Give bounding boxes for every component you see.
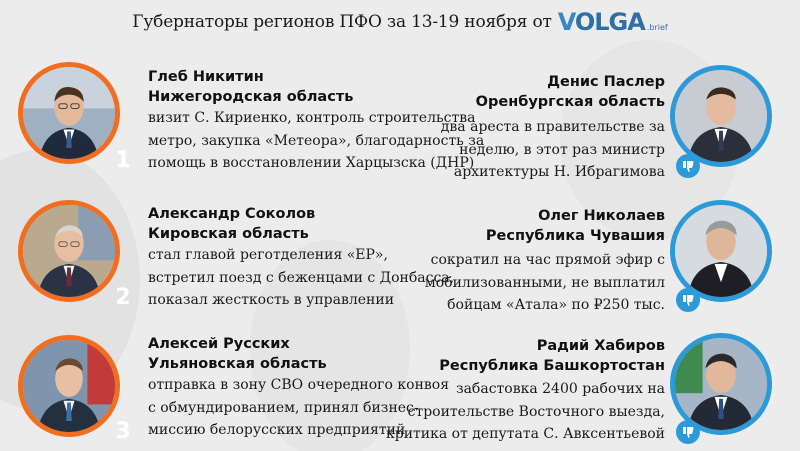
- governor-description: [386, 378, 665, 446]
- description-line: бойцам «Атала» по ₽250 тыс.: [447, 297, 665, 313]
- governor-region: Нижегородская область: [148, 89, 354, 105]
- governor-description: [425, 249, 665, 317]
- volga-brief-logo: [558, 8, 668, 36]
- governor-photo-russkikh: [18, 335, 120, 437]
- description-line: строительстве Восточного выезда,: [407, 403, 665, 420]
- governor-description: [148, 107, 484, 175]
- governor-region: Республика Башкортостан: [439, 358, 665, 374]
- rank-badge-3: 3: [115, 419, 131, 444]
- thumbs-down-icon: [676, 288, 700, 312]
- description-line: стал главой реготделения «ЕР»,: [148, 247, 388, 263]
- person-photo: [23, 340, 115, 432]
- description-line: мобилизованными, не выплатил: [424, 274, 665, 291]
- person-photo: [675, 338, 767, 430]
- description-line: два ареста в правительстве за: [440, 119, 665, 135]
- governor-region: Кировская область: [148, 226, 309, 242]
- governor-name: Олег Николаев: [538, 208, 665, 224]
- description-line: забастовка 2400 рабочих на: [455, 381, 665, 397]
- logo-subtext: .brief: [646, 23, 668, 32]
- governor-name: Глеб Никитин: [148, 69, 264, 85]
- thumbs-down-icon: [676, 154, 700, 178]
- logo-text: [558, 8, 645, 36]
- description-line: с обмундированием, принял бизнес-: [148, 399, 419, 416]
- description-line: архитектуры Н. Ибрагимова: [453, 164, 665, 180]
- description-line: сократил на час прямой эфир с: [430, 252, 665, 268]
- description-line: отправка в зону СВО очередного конвоя: [148, 377, 450, 393]
- governor-photo-pasler: [670, 65, 772, 167]
- thumbs-down-icon: [676, 420, 700, 444]
- rank-badge-1: 1: [115, 148, 131, 173]
- governor-name: Александр Соколов: [148, 206, 316, 222]
- description-line: миссию белорусских предприятий: [148, 422, 406, 438]
- rank-badge-2: 2: [115, 285, 131, 310]
- description-line: неделю, в этот раз министр: [459, 141, 665, 158]
- description-line: помощь в восстановлении Харцызска (ДНР): [148, 155, 475, 171]
- governor-region: Оренбургская область: [475, 94, 665, 110]
- governor-photo-nikolaev: [670, 200, 772, 302]
- description-line: показал жесткость в управлении: [148, 292, 395, 308]
- logo-text-v: V: [557, 8, 575, 36]
- person-photo: [23, 205, 115, 297]
- governor-description: [441, 116, 665, 184]
- person-photo: [675, 205, 767, 297]
- logo-text-rest: OLGA: [574, 8, 645, 36]
- governor-photo-nikitin: [18, 62, 120, 164]
- person-photo: [675, 70, 767, 162]
- description-line: метро, закупка «Метеора», благодарность за: [148, 132, 485, 149]
- governor-region: Республика Чувашия: [485, 228, 665, 244]
- governor-region: Ульяновская область: [148, 356, 327, 372]
- page-header: [0, 0, 800, 44]
- description-line: визит С. Кириенко, контроль строительства: [148, 110, 476, 126]
- governor-name: Радий Хабиров: [536, 338, 665, 354]
- description-line: критика от депутата С. Авксентьевой: [386, 426, 665, 442]
- person-photo: [23, 67, 115, 159]
- governor-photo-sokolov: [18, 200, 120, 302]
- governor-name: Алексей Русских: [148, 336, 290, 352]
- description-line: встретил поезд с беженцами с Донбасса,: [148, 269, 455, 286]
- governor-name: Денис Паслер: [547, 74, 665, 90]
- page-title: Губернаторы регионов ПФО за 13-19 ноября от: [132, 12, 552, 32]
- governor-description: [148, 244, 454, 312]
